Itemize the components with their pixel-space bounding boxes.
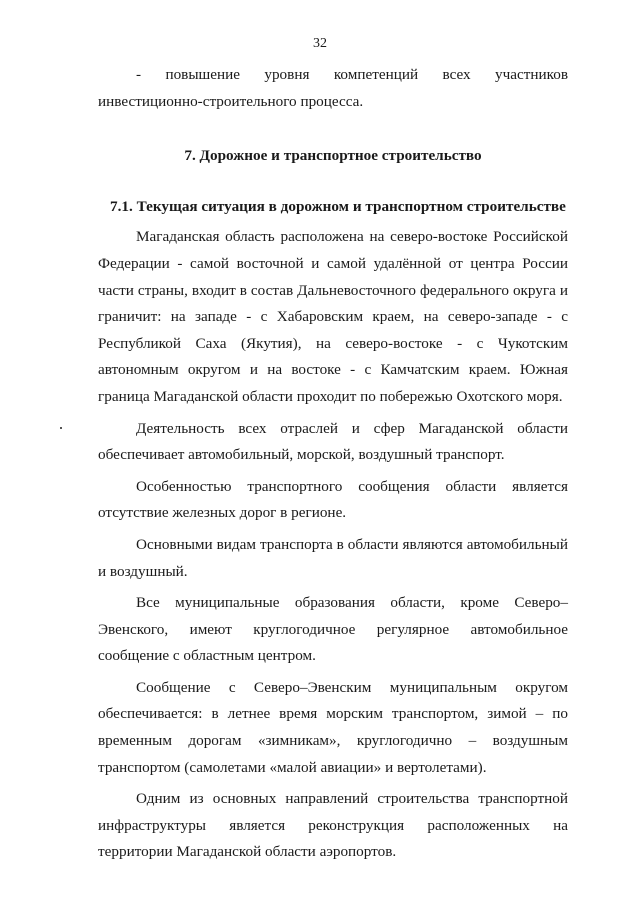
intro-paragraph: - повышение уровня компетенций всех участников инвестиционно-строительного процесса. (98, 66, 568, 110)
paragraph-transport-types: Деятельность всех отраслей и сфер Магаданской области обеспечивает автомобильный, морской, воздушный транспорт. (98, 419, 568, 464)
page-number: 32 (313, 36, 327, 51)
subsection-heading: 7.1. Текущая ситуация в дорожном и транспортном строительстве (110, 197, 566, 215)
paragraph-no-railways: Особенностью транспортного сообщения области является отсутствие железных дорог в регионе. (98, 477, 568, 522)
paragraph-location: Магаданская область расположена на северо-востоке Российской Федерации - самой восточной и самой удалённой от центра России части страны, входит в состав Дальневосточного федерального округа и граничит: на западе - с Хабаровским краем, на северо-западе - с Республикой Саха (Якутия), на северо-востоке - с Чукотским автономным округом и на востоке - с Камчатским краем. Южная граница Магаданской области проходит по побережью Охотского моря. (98, 228, 568, 405)
section-heading: 7. Дорожное и транспортное строительство (184, 147, 482, 165)
margin-mark (60, 427, 62, 429)
paragraph-severo-evensk: Сообщение с Северо–Эвенским муниципальным округом обеспечивается: в летнее время морским транспортом, зимой – по временным дорогам «зимникам», круглогодично – воздушным транспортом (самолетами «малой авиации» и вертолетами). (98, 678, 568, 776)
paragraph-road-connection: Все муниципальные образования области, кроме Северо–Эвенского, имеют круглогодичное регулярное автомобильное сообщение с областным центром. (98, 594, 568, 665)
paragraph-airports: Одним из основных направлений строительства транспортной инфраструктуры является реконструкция расположенных на территории Магаданской области аэропортов. (98, 790, 568, 861)
paragraph-main-transport: Основными видам транспорта в области являются автомобильный и воздушный. (98, 535, 568, 580)
document-body (98, 62, 568, 866)
